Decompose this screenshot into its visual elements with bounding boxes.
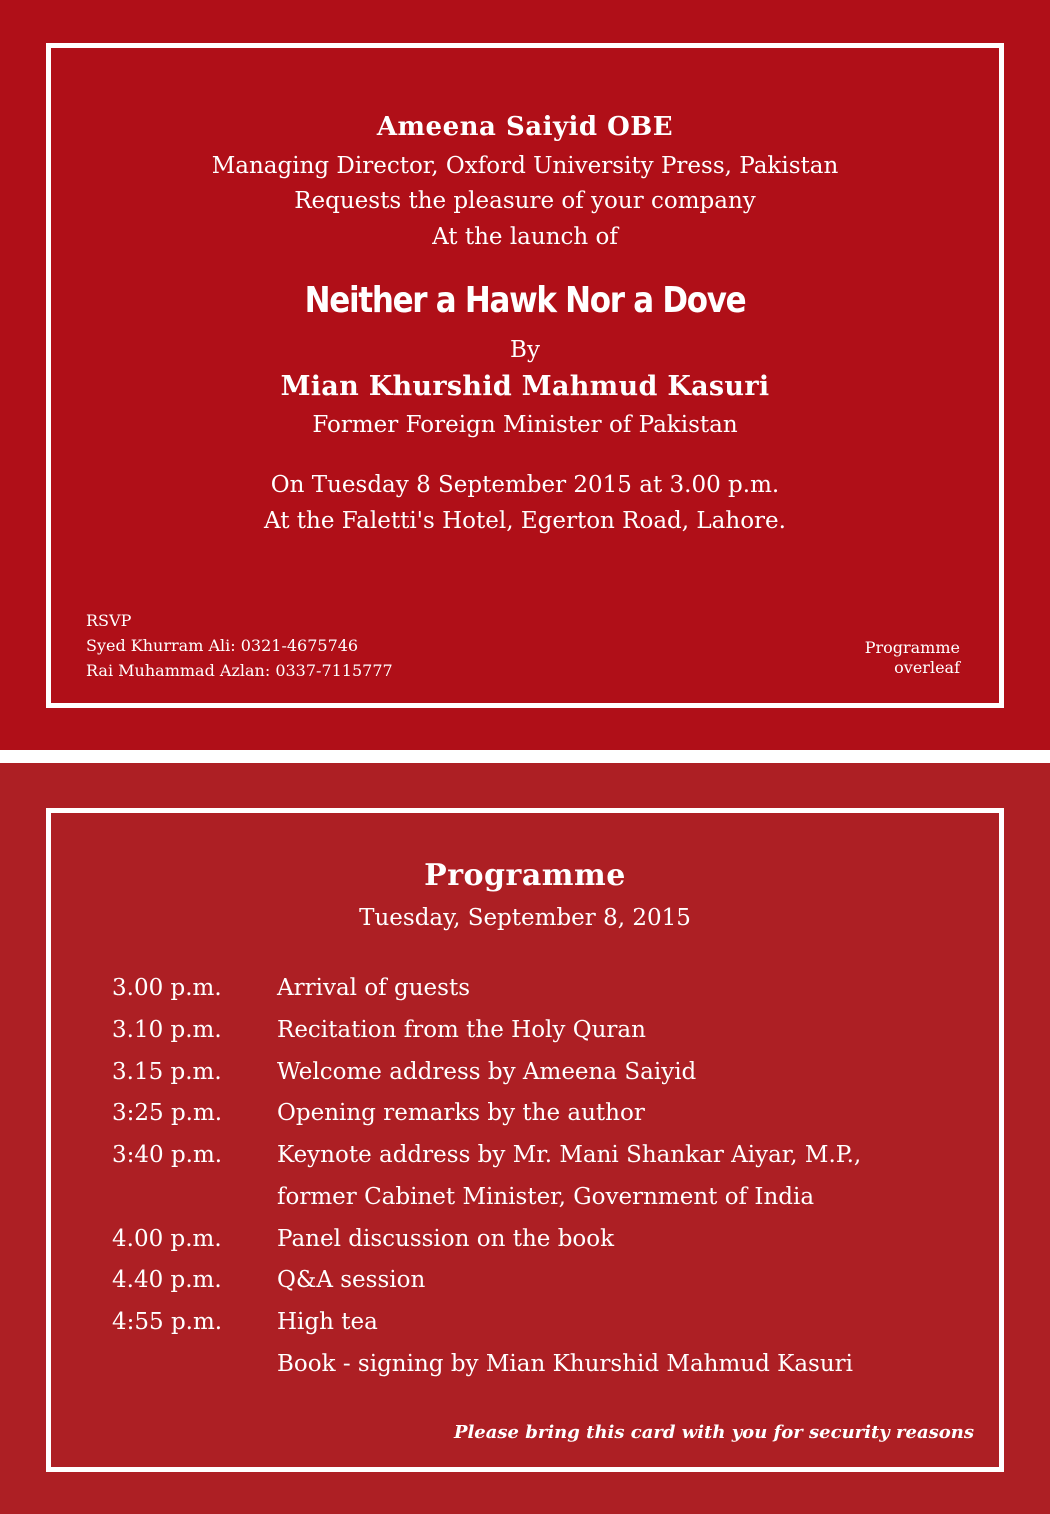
- requests-line: Requests the pleasure of your company: [294, 188, 756, 214]
- schedule-activity: Opening remarks by the author: [277, 1100, 645, 1127]
- schedule-activity: former Cabinet Minister, Government of India: [277, 1183, 815, 1210]
- rsvp-contact: Rai Muhammad Azlan: 0337-7115777: [86, 661, 393, 680]
- host-role: Managing Director, Oxford University Press, Pakistan: [211, 153, 839, 179]
- event-date: On Tuesday 8 September 2015 at 3.00 p.m.: [270, 472, 780, 498]
- by-line: By: [510, 337, 540, 363]
- schedule-activity: Recitation from the Holy Quran: [277, 1016, 646, 1043]
- rsvp-block: [86, 608, 393, 683]
- schedule-time: 4:55 p.m.: [112, 1309, 223, 1335]
- programme-title: Programme: [424, 858, 626, 893]
- schedule-time: 4.00 p.m.: [112, 1225, 222, 1252]
- author-role: Former Foreign Minister of Pakistan: [312, 412, 738, 438]
- programme-overleaf-note: [865, 638, 960, 678]
- schedule-activity: Arrival of guests: [277, 975, 470, 1001]
- overleaf-line: overleaf: [894, 658, 960, 677]
- rsvp-label: RSVP: [86, 611, 132, 630]
- event-venue: At the Faletti's Hotel, Egerton Road, Lahore.: [264, 508, 786, 534]
- book-title: Neither a Hawk Nor a Dove: [304, 280, 746, 321]
- launch-line: At the launch of: [432, 224, 618, 250]
- programme-date: Tuesday, September 8, 2015: [359, 905, 691, 931]
- schedule-activity: Panel discussion on the book: [277, 1225, 615, 1252]
- host-name: Ameena Saiyid OBE: [376, 112, 674, 142]
- schedule-activity: Welcome address by Ameena Saiyid: [277, 1058, 697, 1085]
- schedule-activity: Keynote address by Mr. Mani Shankar Aiyar, M.P.,: [277, 1142, 862, 1168]
- schedule-time: 3:40 p.m.: [112, 1142, 223, 1168]
- author-name: Mian Khurshid Mahmud Kasuri: [280, 371, 770, 402]
- security-note: Please bring this card with you for security reasons: [453, 1422, 974, 1443]
- schedule-time: 3:25 p.m.: [112, 1100, 223, 1127]
- schedule-activity: Q&A session: [277, 1267, 426, 1294]
- schedule-time: 4.40 p.m.: [112, 1267, 222, 1294]
- overleaf-line: Programme: [864, 638, 960, 657]
- schedule-activity: High tea: [277, 1309, 378, 1335]
- schedule-activity: Book - signing by Mian Khurshid Mahmud Kasuri: [277, 1350, 853, 1377]
- schedule-time: 3.10 p.m.: [112, 1016, 222, 1043]
- schedule-time: 3.00 p.m.: [112, 975, 222, 1001]
- schedule-time: 3.15 p.m.: [112, 1058, 222, 1085]
- rsvp-contact: Syed Khurram Ali: 0321-4675746: [86, 636, 359, 655]
